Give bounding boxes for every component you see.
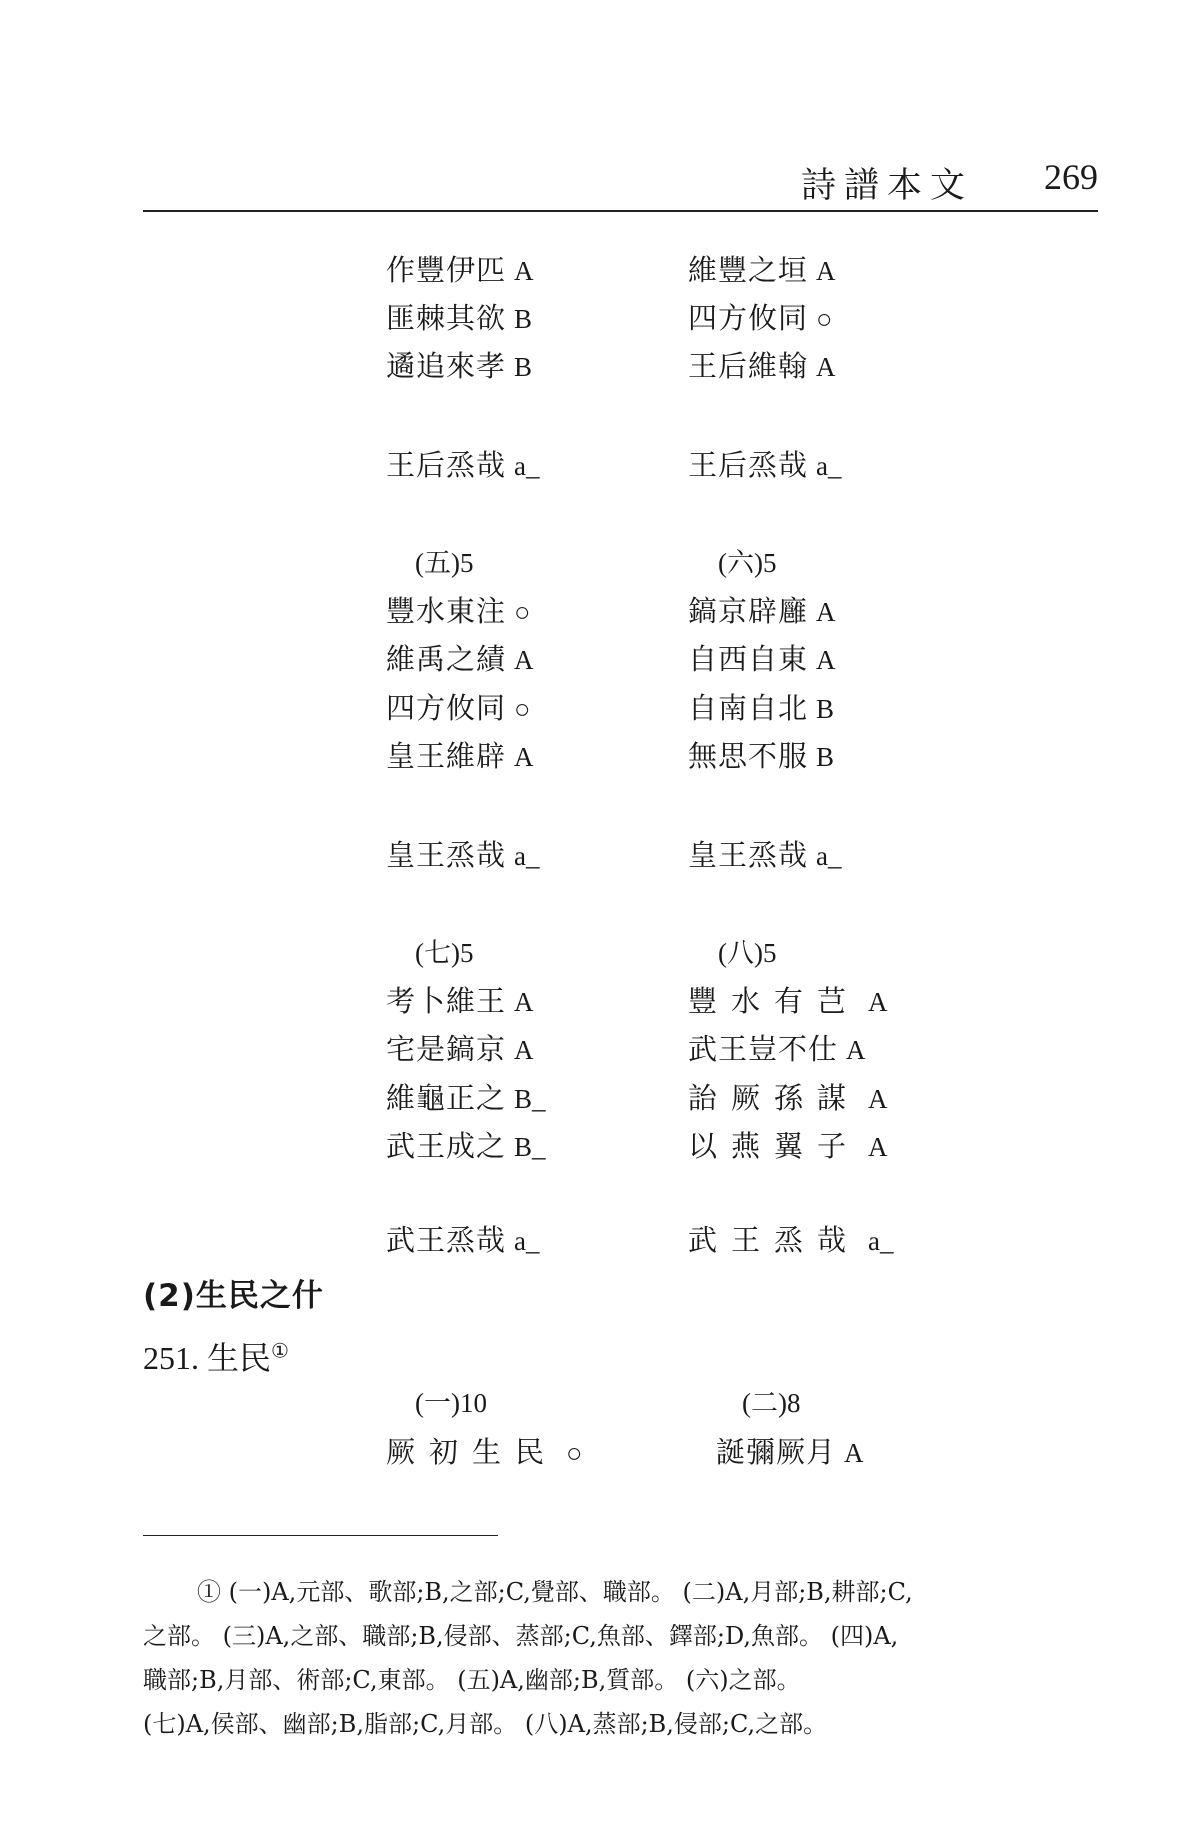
stanza-title: (一)10 bbox=[415, 1388, 487, 1418]
verse-refrain: 武王烝哉 a_ bbox=[688, 1223, 894, 1257]
verse-line: 詒厥孫謀 A bbox=[688, 1081, 888, 1115]
poem-title-text: 251. 生民 bbox=[143, 1340, 272, 1376]
footnote-reference[interactable]: ① bbox=[271, 1340, 289, 1363]
footnote-line: ① (一)A,元部、歌部;B,之部;C,覺部、職部。 (二)A,月部;B,耕部;C, bbox=[197, 1578, 913, 1606]
stanza-title: (七)5 bbox=[415, 938, 474, 968]
verse-line: 維豐之垣 A bbox=[688, 253, 836, 287]
verse-line: 自南自北 B bbox=[688, 691, 835, 725]
verse-line: 誕彌厥月 A bbox=[716, 1435, 864, 1469]
verse-refrain: 王后烝哉 a_ bbox=[688, 448, 842, 482]
verse-line: 宅是鎬京 A bbox=[386, 1032, 534, 1066]
verse-line: 豐水有芑 A bbox=[688, 984, 888, 1018]
stanza-title: (二)8 bbox=[742, 1388, 801, 1418]
verse-line: 維禹之績 A bbox=[386, 642, 534, 676]
verse-line: 維龜正之 B_ bbox=[386, 1081, 546, 1115]
verse-line: 自西自東 A bbox=[688, 642, 836, 676]
verse-line: 無思不服 B bbox=[688, 739, 835, 773]
verse-line: 四方攸同 ○ bbox=[688, 301, 833, 335]
page-header bbox=[143, 150, 1098, 210]
verse-refrain: 皇王烝哉 a_ bbox=[688, 838, 842, 872]
footnote-rule bbox=[143, 1535, 498, 1536]
footnotes bbox=[143, 1570, 1093, 1746]
header-rule bbox=[143, 210, 1098, 212]
footnote-line: (七)A,侯部、幽部;B,脂部;C,月部。 (八)A,蒸部;B,侵部;C,之部。 bbox=[143, 1710, 828, 1738]
verse-line: 皇王維辟 A bbox=[386, 739, 534, 773]
section-heading: (2)生民之什 bbox=[143, 1278, 324, 1314]
stanza-title: (五)5 bbox=[415, 548, 474, 578]
verse-refrain: 武王烝哉 a_ bbox=[386, 1223, 540, 1257]
footnote-line: 職部;B,月部、術部;C,東部。 (五)A,幽部;B,質部。 (六)之部。 bbox=[143, 1666, 801, 1694]
page-number: 269 bbox=[1044, 157, 1098, 197]
verse-line: 鎬京辟廱 A bbox=[688, 594, 836, 628]
verse-refrain: 王后烝哉 a_ bbox=[386, 448, 540, 482]
verse-line: 武王豈不仕 A bbox=[688, 1032, 866, 1066]
stanza-title: (六)5 bbox=[718, 548, 777, 578]
verse-line: 武王成之 B_ bbox=[386, 1129, 546, 1163]
verse-line: 匪棘其欲 B bbox=[386, 301, 533, 335]
verse-line: 豐水東注 ○ bbox=[386, 594, 531, 628]
verse-line: 王后維翰 A bbox=[688, 349, 836, 383]
verse-line: 遹追來孝 B bbox=[386, 349, 533, 383]
verse-line: 以燕翼子 A bbox=[688, 1129, 888, 1163]
verse-line: 作豐伊匹 A bbox=[386, 253, 534, 287]
stanza-title: (八)5 bbox=[718, 938, 777, 968]
verse-line: 考卜維王 A bbox=[386, 984, 534, 1018]
verse-line: 四方攸同 ○ bbox=[386, 691, 531, 725]
footnote-line: 之部。 (三)A,之部、職部;B,侵部、蒸部;C,魚部、鐸部;D,魚部。 (四)A, bbox=[143, 1622, 899, 1650]
verse-refrain: 皇王烝哉 a_ bbox=[386, 838, 540, 872]
verse-line: 厥初生民 ○ bbox=[386, 1435, 583, 1469]
running-title: 詩譜本文 bbox=[800, 166, 973, 206]
poem-title bbox=[143, 1333, 289, 1379]
